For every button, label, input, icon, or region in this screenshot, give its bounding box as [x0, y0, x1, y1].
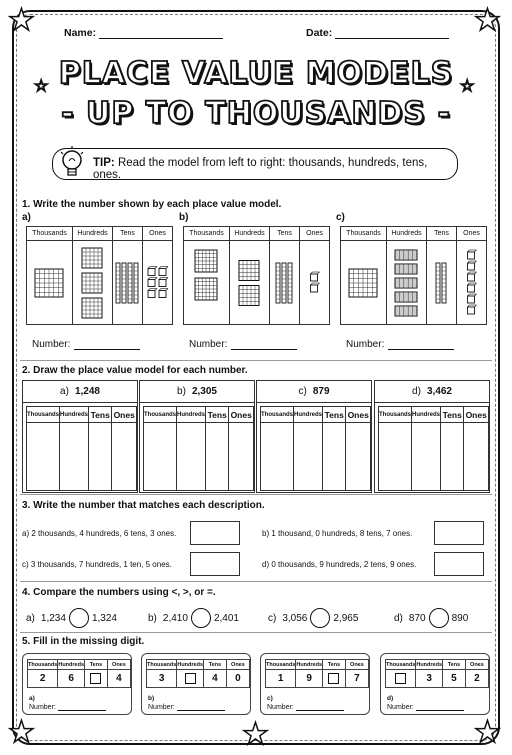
model-cell-hundreds — [387, 241, 427, 325]
divider — [20, 632, 492, 633]
table-header-row — [341, 227, 487, 241]
section4-title: 4. Compare the numbers using <, >, or =. — [22, 587, 216, 598]
item-label: c) — [268, 612, 277, 624]
target-number: 2,305 — [191, 386, 217, 397]
missing-digit-card — [260, 653, 370, 715]
column-header: Hundreds — [177, 661, 204, 668]
one-cube — [159, 288, 168, 297]
place-value-table — [183, 226, 330, 325]
model-cell-ones — [300, 241, 330, 325]
corner-star-icon: ★ — [8, 3, 35, 38]
number-answer-line[interactable] — [416, 704, 464, 711]
one-cube — [468, 283, 477, 292]
model-cell-thousands — [27, 241, 73, 325]
column-header: Thousands — [144, 407, 177, 423]
missing-digit-card — [22, 653, 132, 715]
model-label: b) — [179, 212, 189, 223]
thousand-cube — [195, 250, 217, 272]
column-header: Hundreds — [177, 407, 206, 423]
column-header: Ones — [345, 660, 368, 670]
tens-blocks — [270, 242, 298, 324]
column-header: Hundreds — [412, 407, 441, 423]
table-header-row — [27, 407, 137, 423]
compare-item — [268, 608, 358, 628]
table-header-row — [184, 227, 330, 241]
digit-cell: 3 — [147, 670, 177, 688]
hundreds-blocks — [73, 242, 111, 324]
one-cube — [148, 288, 157, 297]
target-number: 1,248 — [74, 386, 100, 397]
ones-blocks — [143, 242, 171, 324]
number-answer-field[interactable] — [148, 704, 225, 711]
column-header: Thousands — [184, 227, 230, 241]
digit-cell: 6 — [58, 670, 85, 688]
one-cube — [468, 294, 477, 303]
number-label: Number: — [346, 339, 385, 350]
one-cube — [468, 250, 477, 259]
hundreds-blocks — [387, 242, 425, 324]
column-header: Ones — [112, 407, 137, 423]
hundred-flat — [82, 248, 102, 268]
one-cube — [148, 277, 157, 286]
left-number: 2,410 — [162, 612, 188, 624]
left-number: 870 — [408, 612, 426, 624]
table-header-row — [28, 660, 131, 670]
model-cell-tens — [113, 241, 143, 325]
draw-model-box — [22, 380, 138, 493]
hundred-flat — [395, 264, 417, 274]
column-header: Thousands — [28, 661, 58, 668]
item-label: b) — [148, 695, 155, 702]
draw-row[interactable] — [379, 423, 489, 491]
answer-box[interactable] — [434, 552, 484, 576]
digit-cell: 0 — [226, 670, 249, 688]
digit-cell: 7 — [345, 670, 368, 688]
digit-cell[interactable] — [386, 670, 416, 688]
number-answer-line[interactable] — [296, 704, 344, 711]
model-cell-thousands — [184, 241, 230, 325]
column-header: Hundreds — [60, 407, 89, 423]
compare-item — [148, 608, 239, 628]
draw-cell[interactable] — [27, 423, 60, 491]
column-header: Ones — [143, 227, 173, 241]
place-value-table — [26, 226, 173, 325]
model-row — [184, 241, 330, 325]
missing-digit-box[interactable] — [395, 673, 406, 684]
table-header-row — [147, 660, 250, 670]
table-header-row — [266, 660, 369, 670]
column-header: Ones — [457, 227, 487, 241]
hundred-flat — [395, 292, 417, 302]
number-label: Number: — [29, 704, 56, 711]
column-header: Thousands — [266, 661, 296, 668]
column-header: Ones — [465, 660, 488, 670]
model-row — [27, 241, 173, 325]
page-title-line2: - UP TO THOUSANDS - — [61, 96, 451, 131]
description-text: c) 3 thousands, 7 hundreds, 1 ten, 5 ones. — [22, 560, 172, 569]
draw-cell[interactable] — [177, 423, 206, 491]
ones-blocks — [300, 242, 328, 324]
place-value-table — [340, 226, 487, 325]
draw-cell[interactable] — [323, 423, 346, 491]
target-number: 879 — [312, 386, 330, 397]
digit-row — [28, 670, 131, 688]
description-text: b) 1 thousand, 0 hundreds, 8 tens, 7 ones. — [262, 529, 413, 538]
date-label: Date: — [306, 27, 333, 39]
draw-cell[interactable] — [441, 423, 464, 491]
column-header: Ones — [107, 660, 130, 670]
ten-rod — [276, 263, 280, 303]
one-cube — [468, 305, 477, 314]
column-header: Ones — [229, 407, 254, 423]
digit-row — [147, 670, 250, 688]
right-number: 2,401 — [213, 612, 239, 624]
item-label: d) — [412, 386, 421, 397]
corner-star-icon: ★ — [8, 715, 35, 750]
one-cube — [159, 277, 168, 286]
digit-table — [385, 659, 489, 688]
one-cube — [311, 272, 320, 281]
one-cube — [148, 266, 157, 275]
draw-cell[interactable] — [464, 423, 489, 491]
digit-row — [386, 670, 489, 688]
draw-cell[interactable] — [346, 423, 371, 491]
compare-circle[interactable] — [429, 608, 449, 628]
ten-rod — [436, 263, 440, 303]
number-answer-field[interactable] — [267, 704, 344, 711]
thousands-blocks — [184, 242, 228, 324]
draw-cell[interactable] — [294, 423, 323, 491]
draw-cell[interactable] — [89, 423, 112, 491]
column-header: Ones — [346, 407, 371, 423]
thousand-cube — [349, 269, 377, 297]
thousand-cube — [195, 278, 217, 300]
digit-row — [266, 670, 369, 688]
draw-cell[interactable] — [112, 423, 137, 491]
column-header: Ones — [226, 660, 249, 670]
digit-cell[interactable] — [323, 670, 346, 688]
missing-digit-box[interactable] — [90, 673, 101, 684]
ten-rod — [122, 263, 126, 303]
section5-title: 5. Fill in the missing digit. — [22, 636, 145, 647]
column-header: Tens — [206, 407, 229, 423]
compare-circle[interactable] — [69, 608, 89, 628]
column-header: Hundreds — [58, 661, 85, 668]
table-header-row — [27, 227, 173, 241]
draw-model-box — [139, 380, 255, 493]
draw-model-header — [140, 381, 254, 403]
description-text: d) 0 thousands, 9 hundreds, 2 tens, 9 ones. — [262, 560, 417, 569]
column-header: Tens — [441, 407, 464, 423]
column-header: Thousands — [27, 407, 60, 423]
column-header: Tens — [270, 227, 300, 241]
name-label: Name: — [64, 27, 97, 39]
number-label: Number: — [387, 704, 414, 711]
missing-digit-box[interactable] — [185, 673, 196, 684]
item-label: c) — [298, 386, 307, 397]
draw-model-box — [256, 380, 372, 493]
number-answer-field[interactable] — [387, 704, 464, 711]
number-answer-line[interactable] — [231, 340, 297, 350]
column-header: Thousands — [386, 661, 416, 668]
name-field[interactable] — [64, 27, 223, 39]
hundred-flat — [82, 273, 102, 293]
one-cube — [159, 266, 168, 275]
column-header: Hundreds — [294, 407, 323, 423]
table-header-row — [379, 407, 489, 423]
number-label: Number: — [32, 339, 71, 350]
digit-table — [146, 659, 250, 688]
answer-box[interactable] — [190, 521, 240, 545]
hundred-flat — [82, 298, 102, 318]
number-answer-field[interactable] — [189, 339, 297, 350]
date-line[interactable] — [335, 29, 449, 39]
missing-digit-card — [380, 653, 490, 715]
tens-blocks — [113, 242, 141, 324]
hundred-flat — [395, 278, 417, 288]
hundred-flat — [395, 250, 417, 260]
draw-model-box — [374, 380, 490, 493]
number-answer-field[interactable] — [32, 339, 140, 350]
draw-row[interactable] — [261, 423, 371, 491]
lightbulb-icon — [58, 144, 86, 184]
description-text: a) 2 thousands, 4 hundreds, 6 tens, 3 ones. — [22, 529, 177, 538]
missing-digit-card — [141, 653, 251, 715]
column-header: Ones — [464, 407, 489, 423]
number-answer-line[interactable] — [177, 704, 225, 711]
ten-rod — [288, 263, 292, 303]
digit-cell: 4 — [107, 670, 130, 688]
draw-table[interactable] — [378, 406, 489, 491]
number-answer-line[interactable] — [388, 340, 454, 350]
right-number: 2,965 — [333, 612, 359, 624]
one-cube — [468, 261, 477, 270]
table-header-row — [144, 407, 254, 423]
right-number: 1,324 — [91, 612, 117, 624]
model-cell-ones — [143, 241, 173, 325]
draw-cell[interactable] — [379, 423, 412, 491]
item-label: b) — [148, 612, 157, 624]
missing-digit-box[interactable] — [328, 673, 339, 684]
column-header: Tens — [113, 227, 143, 241]
left-number: 1,234 — [40, 612, 66, 624]
compare-circle[interactable] — [310, 608, 330, 628]
number-answer-field[interactable] — [29, 704, 106, 711]
draw-cell[interactable] — [60, 423, 89, 491]
left-number: 3,056 — [282, 612, 308, 624]
item-label: d) — [387, 695, 394, 702]
digit-cell: 9 — [296, 670, 323, 688]
draw-model-header — [375, 381, 489, 403]
compare-circle[interactable] — [191, 608, 211, 628]
column-header: Thousands — [379, 407, 412, 423]
draw-model-header — [23, 381, 137, 403]
column-header: Thousands — [147, 661, 177, 668]
compare-item — [26, 608, 117, 628]
ten-rod — [134, 263, 138, 303]
digit-cell[interactable] — [177, 670, 204, 688]
item-label: d) — [394, 612, 403, 624]
number-label: Number: — [267, 704, 294, 711]
target-number: 3,462 — [426, 386, 452, 397]
draw-table[interactable] — [26, 406, 137, 491]
item-label: a) — [60, 386, 69, 397]
thousands-blocks — [27, 242, 71, 324]
divider — [20, 494, 492, 495]
draw-cell[interactable] — [206, 423, 229, 491]
date-field[interactable] — [306, 27, 449, 39]
item-label: c) — [267, 695, 273, 702]
column-header: Tens — [85, 660, 108, 670]
digit-cell: 4 — [204, 670, 227, 688]
column-header: Tens — [89, 407, 112, 423]
one-cube — [311, 283, 320, 292]
digit-cell: 2 — [28, 670, 58, 688]
model-row — [341, 241, 487, 325]
page-title-line1: PLACE VALUE MODELS — [58, 56, 454, 91]
divider — [20, 581, 492, 582]
sparkle-star-icon: ☆ — [460, 76, 475, 95]
digit-cell: 3 — [416, 670, 443, 688]
name-line[interactable] — [99, 29, 223, 39]
column-header: Hundreds — [296, 661, 323, 668]
compare-item — [394, 608, 468, 628]
draw-model-header — [257, 381, 371, 403]
model-label: c) — [336, 212, 345, 223]
draw-row[interactable] — [27, 423, 137, 491]
model-label: a) — [22, 212, 31, 223]
column-header: Thousands — [27, 227, 73, 241]
bottom-center-star-icon: ★ — [242, 717, 269, 752]
draw-cell[interactable] — [229, 423, 254, 491]
model-cell-hundreds — [230, 241, 270, 325]
table-header-row — [261, 407, 371, 423]
corner-star-icon: ★ — [474, 3, 501, 38]
hundred-flat — [239, 285, 259, 305]
tip-text: Read the model from left to right: thousands, hundreds, tens, ones. — [93, 157, 428, 181]
table-header-row — [386, 660, 489, 670]
draw-table[interactable] — [260, 406, 371, 491]
column-header: Hundreds — [387, 227, 427, 241]
ones-blocks — [457, 242, 485, 324]
corner-star-icon: ★ — [474, 715, 501, 750]
number-answer-field[interactable] — [346, 339, 454, 350]
ten-rod — [128, 263, 132, 303]
model-cell-tens — [427, 241, 457, 325]
section1-title: 1. Write the number shown by each place value model. — [22, 199, 282, 210]
item-label: b) — [177, 386, 186, 397]
digit-table — [27, 659, 131, 688]
column-header: Tens — [323, 407, 346, 423]
column-header: Tens — [323, 660, 346, 670]
digit-table — [265, 659, 369, 688]
thousands-blocks — [341, 242, 385, 324]
answer-box[interactable] — [434, 521, 484, 545]
ten-rod — [116, 263, 120, 303]
column-header: Tens — [443, 660, 466, 670]
tip-label: TIP: — [93, 157, 115, 169]
divider — [20, 360, 492, 361]
draw-table[interactable] — [143, 406, 254, 491]
answer-box[interactable] — [190, 552, 240, 576]
column-header: Tens — [204, 660, 227, 670]
ten-rod — [282, 263, 286, 303]
column-header: Hundreds — [230, 227, 270, 241]
draw-cell[interactable] — [412, 423, 441, 491]
hundred-flat — [239, 260, 259, 280]
draw-cell[interactable] — [144, 423, 177, 491]
model-cell-thousands — [341, 241, 387, 325]
draw-cell[interactable] — [261, 423, 294, 491]
right-number: 890 — [451, 612, 469, 624]
digit-cell: 1 — [266, 670, 296, 688]
sparkle-star-icon: ☆ — [34, 76, 49, 95]
column-header: Tens — [427, 227, 457, 241]
number-label: Number: — [148, 704, 175, 711]
item-label: a) — [26, 612, 35, 624]
hundred-flat — [395, 306, 417, 316]
one-cube — [468, 272, 477, 281]
thousand-cube — [35, 269, 63, 297]
ten-rod — [442, 263, 446, 303]
model-cell-hundreds — [73, 241, 113, 325]
number-answer-line[interactable] — [74, 340, 140, 350]
column-header: Thousands — [341, 227, 387, 241]
number-label: Number: — [189, 339, 228, 350]
column-header: Hundreds — [73, 227, 113, 241]
column-header: Ones — [300, 227, 330, 241]
hundreds-blocks — [230, 242, 268, 324]
digit-cell: 5 — [443, 670, 466, 688]
section2-title: 2. Draw the place value model for each number. — [22, 365, 248, 376]
tip-box — [52, 148, 458, 180]
draw-row[interactable] — [144, 423, 254, 491]
number-answer-line[interactable] — [58, 704, 106, 711]
model-cell-tens — [270, 241, 300, 325]
model-cell-ones — [457, 241, 487, 325]
column-header: Thousands — [261, 407, 294, 423]
section3-title: 3. Write the number that matches each description. — [22, 500, 265, 511]
digit-cell[interactable] — [85, 670, 108, 688]
column-header: Hundreds — [416, 661, 443, 668]
item-label: a) — [29, 695, 35, 702]
tens-blocks — [427, 242, 455, 324]
digit-cell: 2 — [465, 670, 488, 688]
